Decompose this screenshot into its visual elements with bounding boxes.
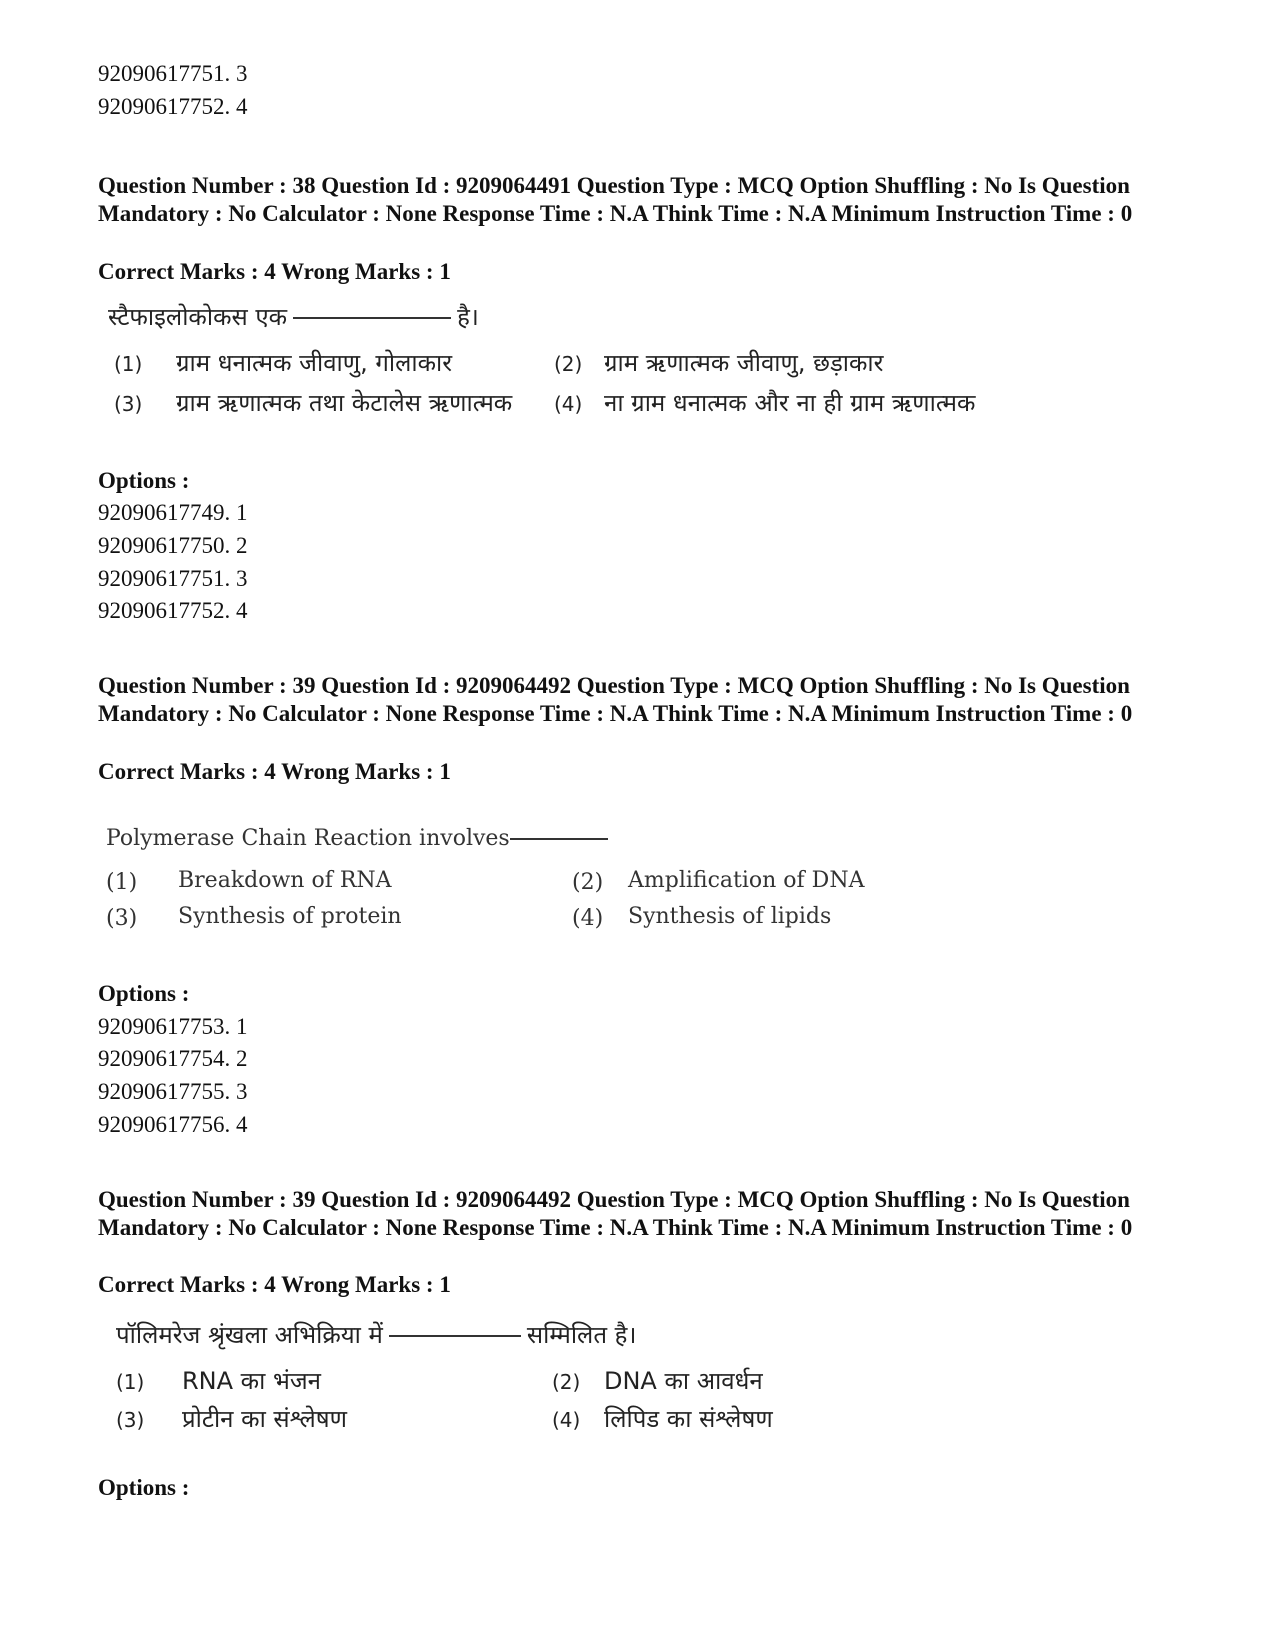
question-stem — [108, 300, 479, 333]
stem-text: पॉलिमरेज श्रृंखला अभिक्रिया में — [116, 1321, 383, 1349]
option-line: 92090617754. 2 — [98, 1046, 248, 1071]
question-meta: Question Number : 38 Question Id : 9209064491 Question Type : MCQ Option Shuffling : No Is Question Mandatory : No Calculator : None Response Time : N.A Think Time : N.A Minimum Instruction Time : 0 — [98, 173, 1133, 226]
question-image — [116, 1318, 1016, 1448]
choice-text: प्रोटीन का संश्लेषण — [182, 1405, 348, 1433]
choice-text: DNA का आवर्धन — [604, 1367, 763, 1395]
options-label: Options : — [98, 981, 190, 1006]
option-line: 92090617755. 3 — [98, 1079, 248, 1104]
question-stem — [116, 1318, 636, 1351]
option-line: 92090617751. 3 — [98, 566, 248, 591]
option-line: 92090617749. 1 — [98, 500, 248, 525]
option-line: 92090617751. 3 — [98, 61, 248, 86]
option-line: 92090617752. 4 — [98, 94, 248, 119]
question-stem — [106, 826, 614, 851]
choice-text: Breakdown of RNA — [178, 868, 392, 893]
stem-text: स्टैफाइलोकोकस एक — [108, 303, 288, 331]
stem-text: है। — [457, 303, 479, 331]
choice-text: ग्राम ऋणात्मक जीवाणु, छड़ाकार — [604, 349, 884, 377]
question-image — [106, 826, 1006, 946]
choice-number: (3) — [116, 1408, 145, 1432]
choice-number: (2) — [554, 352, 583, 376]
choice-number: (2) — [572, 870, 604, 895]
blank-line — [293, 317, 451, 319]
option-line: 92090617753. 1 — [98, 1014, 248, 1039]
question-marks: Correct Marks : 4 Wrong Marks : 1 — [98, 1272, 451, 1297]
option-line: 92090617756. 4 — [98, 1112, 248, 1137]
option-line: 92090617750. 2 — [98, 533, 248, 558]
stem-text: सम्मिलित है। — [526, 1321, 637, 1349]
choice-number: (4) — [552, 1408, 581, 1432]
question-marks: Correct Marks : 4 Wrong Marks : 1 — [98, 759, 451, 784]
question-meta: Question Number : 39 Question Id : 9209064492 Question Type : MCQ Option Shuffling : No Is Question Mandatory : No Calculator : None Response Time : N.A Think Time : N.A Minimum Instruction Time : 0 — [98, 1187, 1133, 1240]
question-image — [108, 300, 1008, 430]
blank-line — [389, 1335, 521, 1337]
options-label: Options : — [98, 468, 190, 493]
choice-text: ग्राम धनात्मक जीवाणु, गोलाकार — [176, 349, 453, 377]
choice-number: (1) — [116, 1370, 145, 1394]
choice-text: Synthesis of protein — [178, 904, 402, 929]
blank-line — [510, 838, 608, 840]
question-meta: Question Number : 39 Question Id : 9209064492 Question Type : MCQ Option Shuffling : No Is Question Mandatory : No Calculator : None Response Time : N.A Think Time : N.A Minimum Instruction Time : 0 — [98, 673, 1133, 726]
choice-text: RNA का भंजन — [182, 1367, 321, 1395]
options-label: Options : — [98, 1475, 190, 1500]
choice-number: (1) — [114, 352, 143, 376]
choice-text: ग्राम ऋणात्मक तथा केटालेस ऋणात्मक — [176, 389, 513, 417]
option-line: 92090617752. 4 — [98, 598, 248, 623]
choice-text: ना ग्राम धनात्मक और ना ही ग्राम ऋणात्मक — [604, 389, 976, 417]
stem-text: Polymerase Chain Reaction involves — [106, 826, 510, 851]
question-marks: Correct Marks : 4 Wrong Marks : 1 — [98, 259, 451, 284]
choice-number: (1) — [106, 870, 138, 895]
choice-number: (3) — [114, 392, 143, 416]
choice-number: (4) — [554, 392, 583, 416]
choice-text: Amplification of DNA — [628, 868, 865, 893]
choice-number: (3) — [106, 906, 138, 931]
choice-text: Synthesis of lipids — [628, 904, 832, 929]
choice-number: (4) — [572, 906, 604, 931]
choice-text: लिपिड का संश्लेषण — [604, 1405, 773, 1433]
choice-number: (2) — [552, 1370, 581, 1394]
